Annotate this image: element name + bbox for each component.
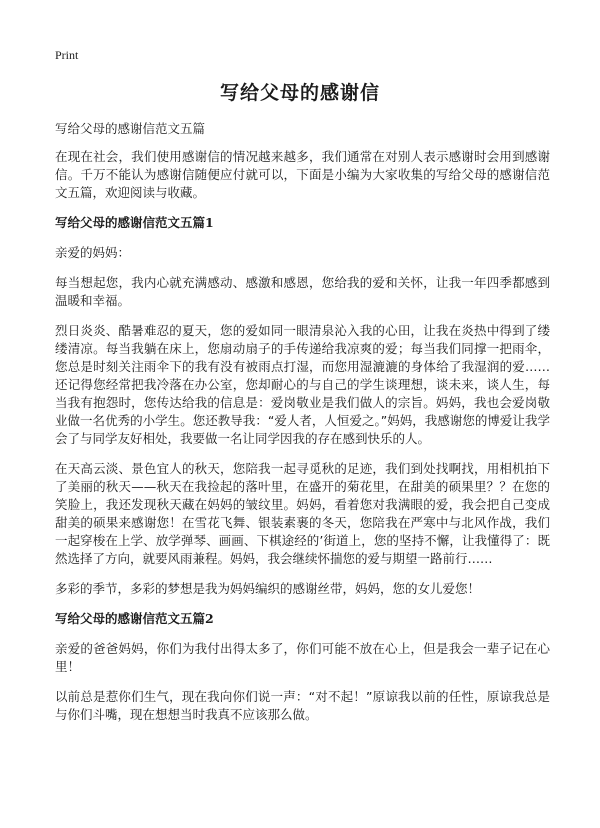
document-body [55, 120, 550, 736]
document-subtitle: 写给父母的感谢信范文五篇 [55, 121, 206, 136]
letter-paragraph: 每当想起您，我内心就充满感动、感激和感恩，您给我的爱和关怀，让我一年四季都感到温暖和幸福。 [55, 275, 550, 308]
letter-paragraph: 以前总是惹你们生气，现在我向你们说一声：“对不起！”原谅我以前的任性，原谅我总是与你们斗嘴，现在想想当时我真不应该那么做。 [55, 689, 550, 722]
section-heading-2: 写给父母的感谢信范文五篇2 [55, 611, 214, 626]
letter-paragraph: 亲爱的爸爸妈妈，你们为我付出得太多了，你们可能不放在心上，但是我会一辈子记在心里！ [55, 641, 550, 674]
salutation: 亲爱的妈妈： [55, 245, 131, 260]
letter-paragraph: 多彩的季节，多彩的梦想是我为妈妈编织的感谢丝带，妈妈，您的女儿爱您！ [55, 581, 481, 596]
print-link[interactable]: Print [55, 48, 79, 62]
document-title: 写给父母的感谢信 [219, 82, 380, 104]
letter-paragraph: 烈日炎炎、酷暑难忍的夏天，您的爱如同一眼清泉沁入我的心田，让我在炎热中得到了缕缕清凉。每当我躺在床上，您扇动扇子的手传递给我凉爽的爱；每当我们同撑一把雨伞，您总是时刻关注雨伞下的我有没有被雨点打湿，而您用湿漉漉的身体给了我湿润的爱……还记得您经常把我冷落在办公室，您却耐心的与自己的学生谈理想，谈未来，谈人生，每当我有抱怨时，您传达给我的信息是：爱岗敬业是我们做人的宗旨。妈妈，我也会爱岗敬业做一名优秀的小学生。您还教导我：“爱人者，人恒爱之。”妈妈，我感谢您的博爱让我学会了与同学友好相处，我要做一名让同学因我的存在感到快乐的人。 [55, 323, 550, 446]
section-heading-1: 写给父母的感谢信范文五篇1 [55, 215, 214, 230]
intro-paragraph: 在现在社会，我们使用感谢信的情况越来越多，我们通常在对别人表示感谢时会用到感谢信。千万不能认为感谢信随便应付就可以，下面是小编为大家收集的写给父母的感谢信范文五篇，欢迎阅读与收藏。 [55, 149, 550, 200]
letter-paragraph: 在天高云淡、景色宜人的秋天，您陪我一起寻觅秋的足迹，我们到处找啊找，用相机拍下了美丽的秋天——秋天在我捡起的落叶里，在盛开的菊花里，在甜美的硕果里？？在您的笑脸上，我还发现秋天藏在妈妈的皱纹里。妈妈，看着您对我满眼的爱，我会把自己变成甜美的硕果来感谢您！在雪花飞舞、银装素裹的冬天，您陪我在严寒中与北风作战，我们一起穿梭在上学、放学弹琴、画画、下棋途经的’街道上，您的坚持不懈，让我懂得了：既然选择了方向，就要风雨兼程。妈妈，我会继续怀揣您的爱与期望一路前行…… [55, 461, 550, 566]
